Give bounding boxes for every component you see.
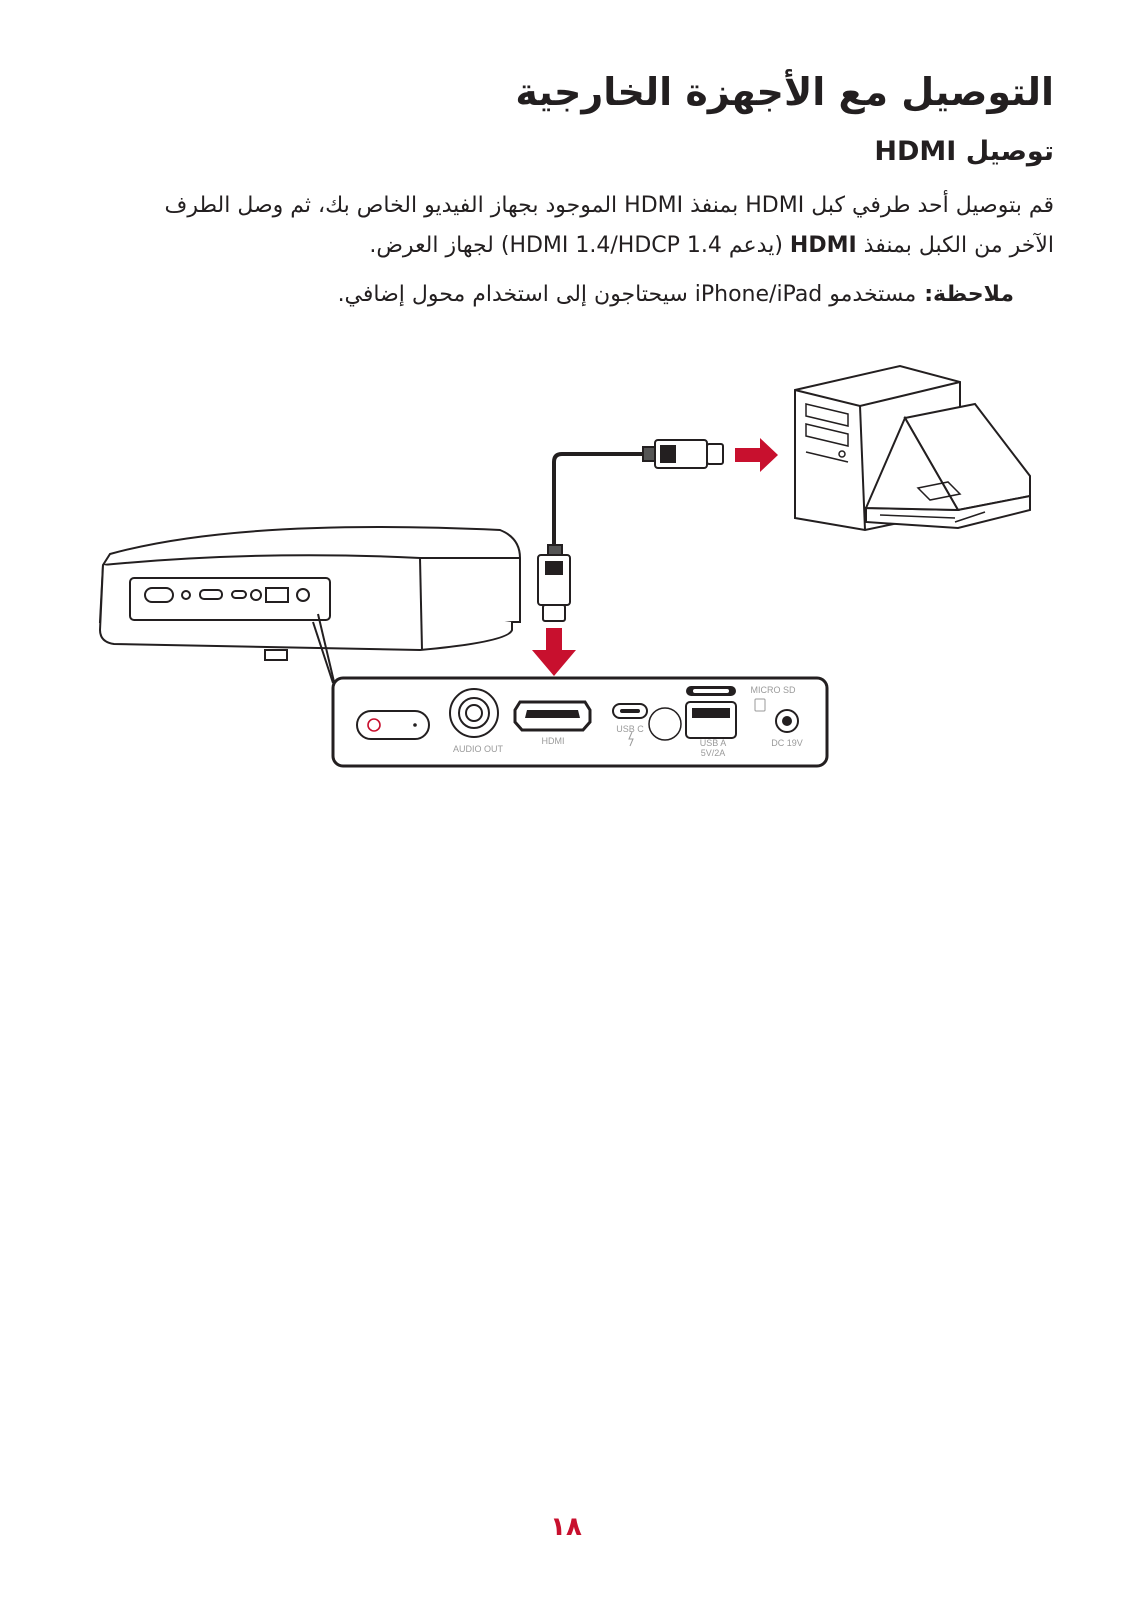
micro-sd-label: MICRO SD [750,685,796,695]
arrow-down-icon [532,628,576,676]
hdmi-cable [554,454,651,548]
page-title: التوصيل مع الأجهزة الخارجية [515,70,1054,114]
arrow-right-icon [735,438,778,472]
instruction-paragraph [124,186,1054,266]
instruction-text-part1: قم بتوصيل أحد طرفي كبل HDMI بمنفذ HDMI الموجود بجهاز الفيديو الخاص بك، ثم وصل الطرف الآخر من الكبل بمنفذ [164,193,1054,258]
instruction-hdmi-bold: HDMI [789,233,857,258]
instruction-text-part2: (يدعم HDMI 1.4/HDCP 1.4) لجهاز العرض. [369,233,790,258]
usb-a-label: USB A [699,738,727,748]
section-title: توصيل HDMI [874,136,1054,167]
note [338,282,1014,307]
usb-c-label: USB C [616,724,644,734]
note-label: ملاحظة: [924,282,1014,307]
projector-icon [100,527,520,686]
hdmi-port-label: HDMI [541,736,565,746]
hdmi-connector-bottom-icon [538,545,570,621]
note-text: مستخدمو iPhone/iPad سيحتاجون إلى استخدام محول إضافي. [337,282,917,307]
dc-label: DC 19V [771,738,803,748]
audio-out-label: AUDIO OUT [452,744,504,754]
hdmi-connector-top-icon [643,440,723,468]
connection-diagram-svg [0,360,1132,800]
usb-a-rating-label: 5V/2A [700,748,726,758]
page-number: ١٨ [550,1512,582,1542]
connection-diagram [0,360,1132,800]
